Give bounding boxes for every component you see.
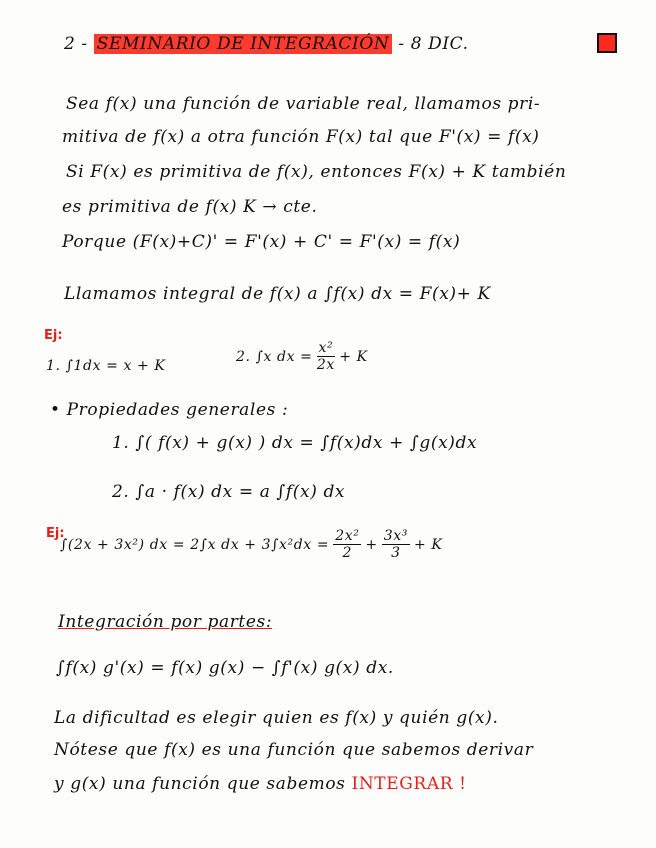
red-square-mark — [597, 33, 617, 53]
property-2: 2. ∫a · f(x) dx = a ∫f(x) dx — [112, 482, 346, 502]
example-2-plus: + — [365, 536, 378, 553]
header-prefix: 2 - — [64, 34, 88, 54]
properties-heading: • Propiedades generales : — [50, 400, 289, 420]
property-1: 1. ∫( f(x) + g(x) ) dx = ∫f(x)dx + ∫g(x)dx — [112, 433, 478, 453]
fraction-1-numerator: 2x² — [335, 528, 360, 544]
example-label-2: Ej: — [46, 526, 65, 541]
example-2-prefix: ∫(2x + 3x²) dx = 2∫x dx + 3∫x²dx = — [60, 536, 330, 553]
example-2-fraction-2 — [382, 528, 410, 561]
parts-text-line-3 — [54, 774, 467, 794]
example-label-1: Ej: — [44, 328, 63, 343]
parts-text-line-2: Nótese que f(x) es una función que sabemos derivar — [54, 740, 534, 760]
header-title: SEMINARIO DE INTEGRACIÓN — [94, 34, 393, 54]
example-1-fraction — [317, 340, 336, 373]
paragraph-line-4: es primitiva de f(x) K → cte. — [62, 197, 318, 217]
fraction-numerator: x² — [318, 340, 334, 356]
page-header — [64, 34, 469, 54]
example-1-item-2-prefix: 2. ∫x dx = — [236, 348, 313, 365]
fraction-denominator: 2x — [316, 357, 335, 373]
paragraph-line-1: Sea f(x) una función de variable real, llamamos pri- — [66, 94, 541, 114]
example-1-item-2-suffix: + K — [339, 348, 368, 365]
fraction-2-numerator: 3x³ — [383, 528, 408, 544]
header-suffix: - 8 DIC. — [398, 34, 469, 54]
example-2-equation — [60, 528, 442, 561]
fraction-1-denominator: 2 — [342, 545, 353, 561]
example-1-item-1: 1. ∫1dx = x + K — [46, 358, 166, 374]
example-1-item-2 — [236, 340, 368, 373]
integrar-emphasis: INTEGRAR ! — [351, 774, 467, 794]
fraction-2-denominator: 3 — [391, 545, 401, 561]
paragraph-line-2: mitiva de f(x) a otra función F(x) tal que F'(x) = f(x) — [62, 127, 540, 147]
example-2-suffix: + K — [413, 536, 443, 553]
paragraph-line-3: Si F(x) es primitiva de f(x), entonces F(x) + K también — [66, 162, 567, 182]
integration-by-parts-heading: Integración por partes: — [58, 612, 273, 632]
parts-text-line-1: La dificultad es elegir quien es f(x) y quién g(x). — [54, 708, 499, 728]
parts-text-line-3-prefix: y g(x) una función que sabemos — [54, 774, 346, 794]
example-2-fraction-1 — [333, 528, 361, 561]
integration-by-parts-formula: ∫f(x) g'(x) = f(x) g(x) − ∫f'(x) g(x) dx. — [56, 658, 394, 678]
integral-definition: Llamamos integral de f(x) a ∫f(x) dx = F(x)+ K — [64, 284, 491, 304]
paragraph-line-5: Porque (F(x)+C)' = F'(x) + C' = F'(x) = f(x) — [62, 232, 461, 252]
